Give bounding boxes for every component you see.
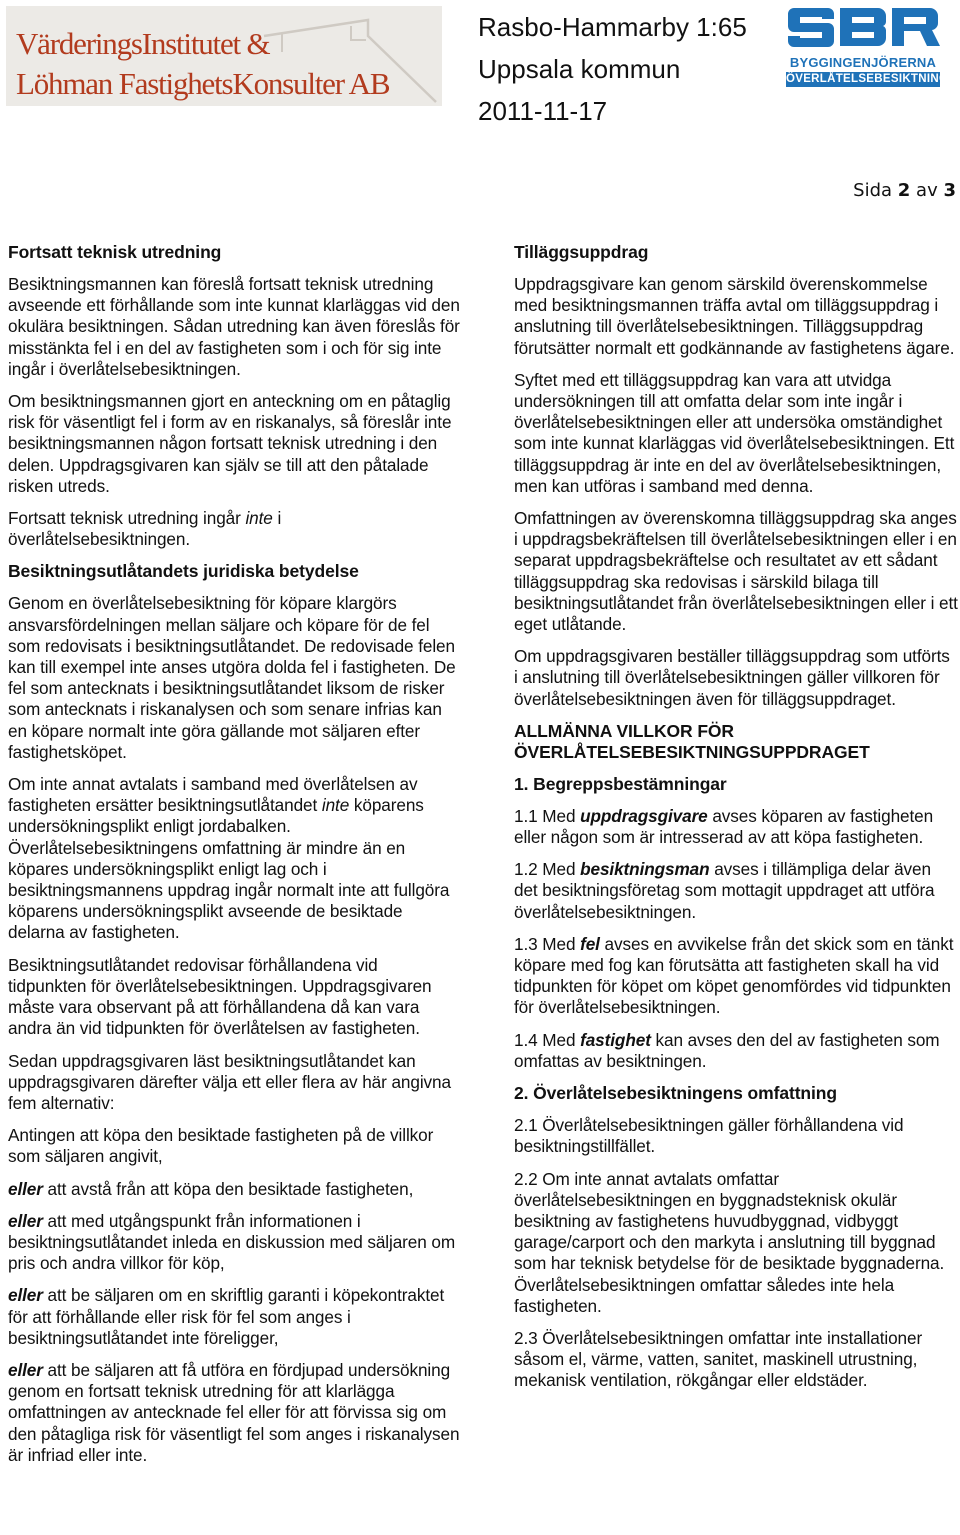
alternative-item: eller att med utgångspunkt från informationen i besiktningsutlåtandet inleda en diskussion med säljaren om pris och andra villkor för köp, [8, 1210, 456, 1274]
paragraph: Fortsatt teknisk utredning ingår inte i överlåtelsebesiktningen. [8, 508, 282, 550]
heading-juridiska-betydelse: Besiktningsutlåtandets juridiska betydelse [8, 561, 359, 582]
brand-subtitle: ÖVERLÅTELSEBESIKTNING [786, 73, 949, 85]
alternative-item: eller att be säljaren om en skriftlig garanti i köpekontraktet för att förhållande eller risk för fel som anges i besiktningsutlåtandet inte föreligger, [8, 1285, 445, 1348]
paragraph: Besiktningsmannen kan föreslå fortsatt teknisk utredning avseende ett förhållande som inte kunnat klarläggas vid den okulära besiktningen. Sådan utredning kan även föreslås för misstänkta fel i en del av fastigheten som i och för sig inte ingår i överlåtelsebesiktningen. [8, 274, 460, 379]
page-separator: av [916, 180, 938, 201]
heading-omfattning: 2. Överlåtelsebesiktningens omfattning [514, 1083, 837, 1104]
definition-item: 1.4 Med fastighet kan avses den del av fastigheten som omfattas av besiktningen. [514, 1029, 940, 1071]
document-meta [478, 6, 747, 132]
heading-fortsatt-teknisk-utredning: Fortsatt teknisk utredning [8, 242, 222, 262]
paragraph: Uppdragsgivare kan genom särskild överenskommelse med besiktningsmannen träffa avtal om tilläggsuppdrag i anslutning till överlåtelsebesiktningen. Tilläggsuppdrag förutsätter normalt ett godkännande av fastighetens ägare. [514, 274, 955, 358]
paragraph: Om inte annat avtalats i samband med överlåtelsen av fastigheten ersätter besiktningsutlåtandet inte köparens undersökningsplikt enligt jordabalken. Överlåtelsebesiktningens omfattning är mindre än en köpares undersökningsplikt enligt lag och i besiktningsmannens uppdrag ingår normalt inte att fullgöra köparens undersökningsplikt avseende de besiktade delarna av fastigheten. [8, 774, 450, 943]
section-item: 2.3 Överlåtelsebesiktningen omfattar inte installationer såsom el, värme, vatten, sanitet, maskinell utrustning, mekanisk ventilation, rökgångar eller eldstäder. [514, 1327, 923, 1391]
page-total: 3 [943, 180, 956, 201]
paragraph: Omfattningen av överenskomna tilläggsuppdrag ska anges i uppdragsbekräftelsen till överlåtelsebesiktningen eller i en separat uppdragsbekräftelse och resultatet av ett sådant tilläggsuppdrag ska redovisas i särskild bilaga till besiktningsutlåtandet från överlåtelsebesiktningen eller i ett eget utlåtande. [514, 508, 958, 635]
definition-item: 1.3 Med fel avses en avvikelse från det skick som en tänkt köpare med fog kan förutsätta att fastigheten skall ha vid tidpunkten för köpet om köpet genomfördes vid tidpunkten för överlåtelsebesiktningen. [514, 933, 954, 1018]
paragraph: Syftet med ett tilläggsuppdrag kan vara att utvidga undersökningen till att omfatta delar som inte ingår i överlåtelsebesiktningen eller att undersöka omständighet som inte kunnat klarläggas vid överlåtelsebesiktningen. Ett tilläggsuppdrag är inte en del av överlåtelsebesiktningen, men kan utföras i samband med denna. [514, 369, 955, 496]
page-number [853, 180, 956, 201]
heading-begreppsbestamningar: 1. Begreppsbestämningar [514, 773, 727, 794]
company-logo [6, 6, 442, 106]
paragraph: Om besiktningsmannen gjort en anteckning om en påtaglig risk för väsentligt fel i form av en riskanalys, så föreslår inte besiktningsmannen någon fortsatt teknisk utredning i den delen. Uppdragsgivaren kan själv se till att den påtalade risken utreds. [8, 391, 452, 496]
emphasis: inte [245, 508, 273, 529]
heading-tillaggsuppdrag: Tilläggsuppdrag [514, 242, 649, 262]
alternative-item: Antingen att köpa den besiktade fastigheten på de villkor som säljaren angivit, [8, 1125, 434, 1167]
section-item: 2.1 Överlåtelsebesiktningen gäller förhållandena vid besiktningstillfället. [514, 1115, 904, 1157]
property-designation: Rasbo-Hammarby 1:65 [478, 12, 747, 42]
paragraph: Besiktningsutlåtandet redovisar förhållandena vid tidpunkten för överlåtelsebesiktningen. Uppdragsgivaren måste vara observant på att förhållandena då kan vara andra än vid tidpunkten för överlåtelsen av fastigheten. [8, 954, 432, 1039]
heading-allmanna-villkor: ALLMÄNNA VILLKOR FÖR ÖVERLÅTELSEBESIKTNINGSUPPDRAGET [514, 720, 870, 762]
logo-text-line1: VärderingsInstitutet & [16, 26, 270, 61]
paragraph: Genom en överlåtelsebesiktning för köpare klargörs ansvarsfördelningen mellan säljare och köpare för de fel som redovisats i besiktningsutlåtandet. De redovisade felen kan till exempel inte anses utgöra dolda fel i fastigheten. De fel som antecknats i besiktningsutlåtandet liksom de risker som antecknats i riskanalysen och som senare infrias kan en köpare normalt inte göra gällande mot säljaren efter fastighetsköpet. [8, 593, 456, 762]
logo-text-line2: Löhman FastighetsKonsulter AB [16, 66, 390, 101]
left-column [8, 242, 460, 1477]
document-date: 2011-11-17 [478, 96, 608, 126]
municipality: Uppsala kommun [478, 54, 681, 84]
brand-name: BYGGINGENJÖRERNA [789, 55, 937, 70]
paragraph: Sedan uppdragsgivaren läst besiktningsutlåtandet kan uppdragsgivaren därefter välja ett eller flera av här angivna fem alternativ: [8, 1050, 451, 1113]
paragraph: Om uppdragsgivaren beställer tilläggsuppdrag som utförts i anslutning till överlåtelsebesiktningen gäller villkoren för överlåtelsebesiktningen även för tilläggsuppdraget. [514, 646, 950, 709]
page-current: 2 [897, 180, 911, 201]
alternative-item: eller att be säljaren att få utföra en fördjupad undersökning genom en fortsatt teknisk utredning för att klarlägga omfattningen av antecknade fel eller för att förvissa sig om den påtagliga risk för väsentligt fel som anges i riskanalysen är infriad eller inte. [8, 1359, 460, 1465]
section-item: 2.2 Om inte annat avtalats omfattar överlåtelsebesiktningen en byggnadsteknisk okulär besiktning av fastighetens huvudbyggnad, vidbyggt garage/carport och den markyta i anslutning till byggnad som har teknisk betydelse för de besiktade byggnaderna. Överlåtelsebesiktningen omfattar således inte hela fastigheten. [514, 1168, 945, 1316]
right-column [514, 242, 958, 1403]
emphasis: inte [321, 795, 350, 816]
page-prefix: Sida [853, 180, 893, 201]
definition-item: 1.2 Med besiktningsman avses i tillämpliga delar även det besiktningsföretag som mottagit uppdraget att utföra överlåtelsebesiktningen. [514, 859, 935, 922]
alternative-item: eller att avstå från att köpa den besiktade fastigheten, [8, 1178, 414, 1199]
definition-item: 1.1 Med uppdragsgivare avses köparen av fastigheten eller någon som är intresserad av att köpa fastigheten. [514, 805, 934, 848]
